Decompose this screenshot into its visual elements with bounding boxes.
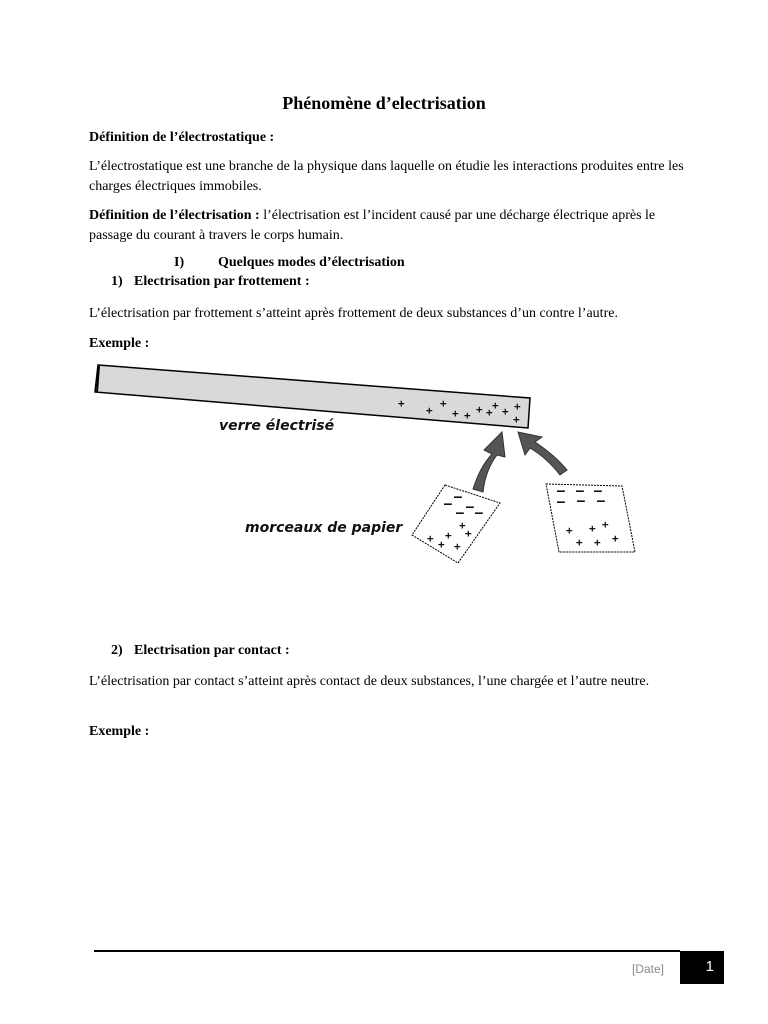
paper-plus-charge: +	[454, 540, 461, 553]
example-label-2: Exemple :	[89, 724, 150, 739]
arrow-right-icon	[518, 432, 567, 475]
rod-plus-charge: +	[476, 403, 483, 416]
paper-minus-charge: –	[577, 494, 585, 509]
example-label-1: Exemple :	[89, 336, 150, 351]
subsection-number: 1)	[111, 274, 123, 289]
subsection-heading-1	[111, 274, 310, 290]
paper-plus-charge: +	[602, 518, 609, 531]
paper-minus-charge: –	[466, 500, 474, 515]
definition-electrisation-text: l’électrisation est l’incident causé par une décharge électrique après le passage du courant à travers le corps humain.	[89, 208, 656, 243]
footer-rule	[94, 950, 680, 952]
glass-label: verre électrisé	[219, 418, 335, 434]
paper-plus-charge: +	[594, 536, 601, 549]
subsection-heading-2	[111, 643, 290, 659]
rod-plus-charge: +	[486, 406, 493, 419]
electrisation-figure	[92, 362, 644, 574]
page-title: Phénomène d’electrisation	[282, 93, 486, 113]
paper-minus-charge: –	[475, 506, 483, 521]
arrow-left-icon	[473, 432, 505, 492]
paper-plus-charge: +	[465, 527, 472, 540]
rod-plus-charge: +	[440, 397, 447, 410]
rod-plus-charge: +	[492, 399, 499, 412]
definition-electrostatique-heading: Définition de l’électrostatique :	[89, 130, 275, 145]
paper-minus-charge: –	[557, 484, 565, 499]
section-heading-1	[174, 255, 405, 271]
rod-plus-charge: +	[464, 409, 471, 422]
frottement-text: L’électrisation par frottement s’atteint après frottement de deux substances d’un contre l’autre.	[89, 306, 618, 321]
paper-plus-charge: +	[459, 519, 466, 532]
section-title: Quelques modes d’électrisation	[218, 255, 405, 270]
rod-plus-charge: +	[426, 404, 433, 417]
subsection-number: 2)	[111, 643, 123, 658]
definition-electrostatique-text: L’électrostatique est une branche de la physique dans laquelle on étudie les interactions produites entre les charges électriques immobiles.	[89, 159, 684, 194]
paper-minus-charge: –	[576, 484, 584, 499]
section-number: I)	[174, 255, 185, 270]
rod-plus-charge: +	[513, 413, 520, 426]
paper-plus-charge: +	[566, 524, 573, 537]
definition-electrisation	[89, 206, 689, 245]
paper-plus-charge: +	[438, 538, 445, 551]
paper-plus-charge: +	[427, 532, 434, 545]
paper-minus-charge: –	[594, 484, 602, 499]
subsection-title: Electrisation par contact :	[134, 643, 290, 658]
subsection-title: Electrisation par frottement :	[134, 274, 310, 289]
paper-plus-charge: +	[445, 529, 452, 542]
page-number-badge: 1	[680, 951, 724, 984]
paper-label: morceaux de papier	[245, 520, 403, 536]
rod-plus-charge: +	[502, 405, 509, 418]
paper-plus-charge: +	[612, 532, 619, 545]
paper-minus-charge: –	[444, 497, 452, 512]
paper-plus-charge: +	[576, 536, 583, 549]
definition-electrisation-heading: Définition de l’électrisation :	[89, 208, 260, 223]
figure-svg	[92, 362, 644, 574]
footer-date: [Date]	[632, 962, 665, 976]
paper-minus-charge: –	[557, 495, 565, 510]
rod-plus-charge: +	[452, 407, 459, 420]
rod-plus-charge: +	[398, 397, 405, 410]
paper-plus-charge: +	[589, 522, 596, 535]
rod-plus-charge: +	[514, 400, 521, 413]
contact-text: L’électrisation par contact s’atteint après contact de deux substances, l’une chargée et l’autre neutre.	[89, 674, 650, 689]
paper-minus-charge: –	[456, 506, 464, 521]
paper-minus-charge: –	[597, 494, 605, 509]
paper-minus-charge: –	[454, 490, 462, 505]
